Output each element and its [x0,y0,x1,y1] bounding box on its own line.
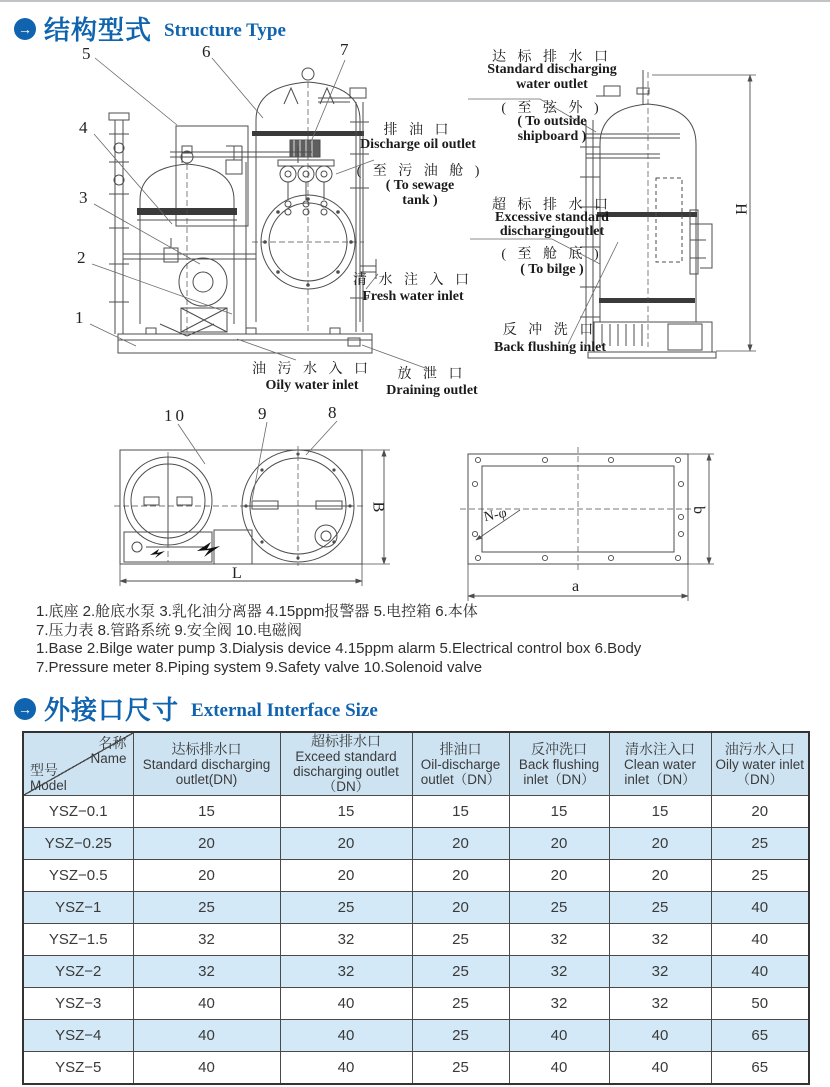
label-to-sewage-en2: tank ) [402,193,438,208]
table-row: YSZ−0.5 20 20 20 20 20 25 [23,860,809,892]
dim-L: L [232,565,242,582]
front-view-drawing [109,68,376,353]
label-fresh-water-en: Fresh water inlet [362,289,464,304]
table-row: YSZ−0.1 15 15 15 15 15 20 [23,796,809,828]
label-to-sewage-en1: ( To sewage [385,178,455,193]
corner-name-en: Name [90,751,127,766]
label-to-bilge-en: ( To bilge ) [520,262,584,277]
callout-2: 2 [77,248,86,267]
dim-b: b [690,506,707,514]
col-header-oil-discharge: 排油口 Oil-discharge outlet（DN） [412,732,509,796]
callout-8: 8 [328,403,337,422]
dim-H: H [731,203,749,215]
model-cell: YSZ−2 [23,956,133,988]
label-to-bilge-zh: ( 至 舱 底 ) [501,247,603,262]
label-standard-discharge-en2: water outlet [516,77,588,92]
technical-drawings [0,2,830,622]
label-draining-zh: 放 泄 口 [397,367,467,382]
col-header-standard-discharging: 达标排水口 Standard discharging outlet(DN) [133,732,280,796]
callout-5: 5 [82,44,91,63]
label-to-sewage-zh: ( 至 污 油 舱 ) [356,164,484,179]
dim-a: a [572,578,580,595]
table-row: YSZ−1.5 32 32 25 32 32 40 [23,924,809,956]
section-title-zh: 外接口尺寸 [44,695,180,725]
label-standard-discharge-zh: 达 标 排 水 口 [492,50,612,65]
label-excessive-en2: dischargingoutlet [499,224,605,239]
label-back-flushing-zh: 反 冲 洗 口 [502,323,598,338]
legend-en-line2: 7.Pressure meter 8.Piping system 9.Safety valve 10.Solenoid valve [36,658,483,676]
label-excessive-en1: Excessive standard [495,210,609,225]
label-oily-water-zh: 油 污 水 入 口 [252,362,372,377]
external-interface-size-table [22,731,810,1085]
model-cell: YSZ−0.25 [23,828,133,860]
corner-model-en: Model [30,778,67,793]
callout-10: 10 [164,406,187,425]
label-excessive-zh: 超 标 排 水 口 [492,198,612,213]
top-view-drawing [114,421,390,586]
table-row: YSZ−4 40 40 25 40 40 65 [23,1020,809,1052]
col-header-back-flushing: 反冲洗口 Back flushing inlet（DN） [509,732,609,796]
corner-name-zh: 名称 [98,735,127,751]
callout-1: 1 [75,308,84,327]
label-to-outside-en2: shipboard ) [517,129,587,144]
label-draining-en: Draining outlet [386,383,478,398]
label-to-outside-en1: ( To outside [517,114,587,129]
callout-7: 7 [340,40,349,59]
label-discharge-oil-zh: 排 油 口 [383,123,453,138]
table-row: YSZ−5 40 40 25 40 40 65 [23,1052,809,1085]
label-fresh-water-zh: 清 水 注 入 口 [353,273,473,288]
col-header-oily-water: 油污水入口 Oily water inlet（DN） [711,732,809,796]
table-row: YSZ−1 25 25 20 25 25 40 [23,892,809,924]
table-row: YSZ−0.25 20 20 20 20 20 25 [23,828,809,860]
model-cell: YSZ−0.5 [23,860,133,892]
label-discharge-oil-en: Discharge oil outlet [360,137,476,152]
parts-legend [36,603,641,677]
model-cell: YSZ−3 [23,988,133,1020]
label-to-outside-zh: ( 至 弦 外 ) [501,101,603,116]
dim-B: B [369,501,387,513]
section-title-en: External Interface Size [191,699,378,721]
arrow-bullet-icon: → [14,698,36,720]
col-header-clean-water: 清水注入口 Clean water inlet（DN） [609,732,711,796]
dim-n-phi: N-φ [482,505,509,526]
callout-4: 4 [79,118,88,137]
model-cell: YSZ−0.1 [23,796,133,828]
corner-model-zh: 型号 [30,762,58,778]
label-standard-discharge-en1: Standard discharging [487,62,617,77]
corner-cell [23,732,133,796]
base-plan-drawing [460,447,714,601]
table-header-row [23,732,809,796]
label-oily-water-en: Oily water inlet [265,378,359,393]
table-row: YSZ−3 40 40 25 32 32 50 [23,988,809,1020]
model-cell: YSZ−1.5 [23,924,133,956]
model-cell: YSZ−1 [23,892,133,924]
callout-9: 9 [258,404,267,423]
section-title-en: Structure Type [164,19,286,41]
model-cell: YSZ−5 [23,1052,133,1085]
legend-zh-line2: 7.压力表 8.管路系统 9.安全阀 10.电磁阀 [36,621,302,639]
label-back-flushing-en: Back flushing inlet [493,340,607,355]
arrow-bullet-icon: → [14,18,36,40]
table-row: YSZ−2 32 32 25 32 32 40 [23,956,809,988]
model-cell: YSZ−4 [23,1020,133,1052]
section-title-zh: 结构型式 [44,15,153,45]
legend-zh-line1: 1.底座 2.舱底水泵 3.乳化油分离器 4.15ppm报警器 5.电控箱 6.本体 [36,603,478,620]
legend-en-line1: 1.Base 2.Bilge water pump 3.Dialysis device 4.15ppm alarm 5.Electrical control box 6.Body [36,640,642,657]
section-external-interface-size [14,690,378,727]
callout-6: 6 [202,42,211,61]
callout-3: 3 [79,188,88,207]
col-header-exceed-standard: 超标排水口 Exceed standard discharging outlet （DN） [280,732,412,796]
